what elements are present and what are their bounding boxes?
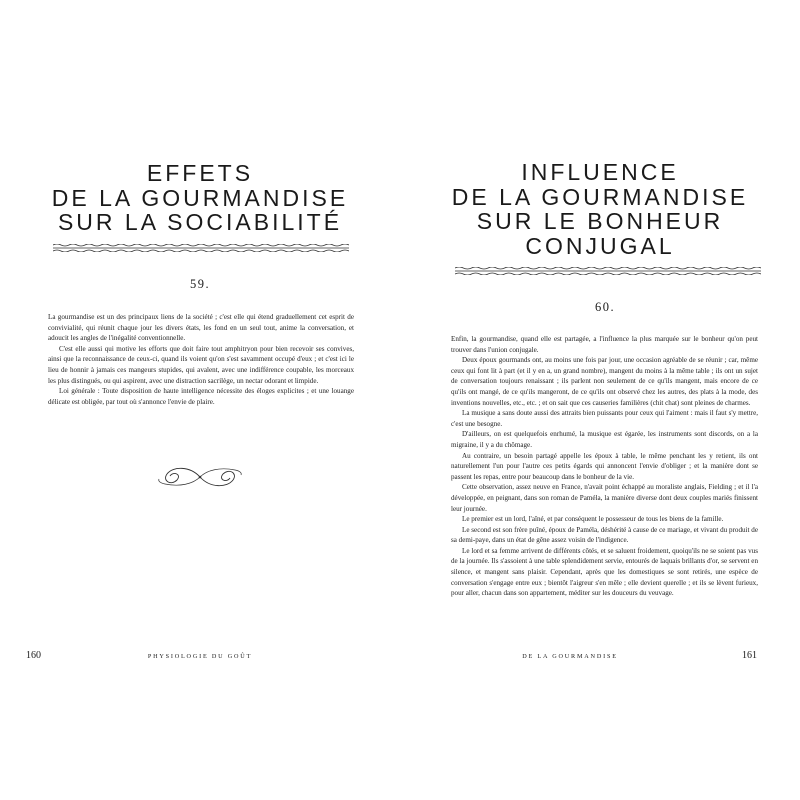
left-page-number: 160 [26, 650, 41, 661]
right-title-line-1: INFLUENCE [521, 159, 679, 185]
right-chapter-title [435, 160, 765, 258]
right-section-number: 60. [594, 300, 616, 314]
left-body-text [48, 312, 354, 407]
paragraph: Cette observation, assez neuve en France, n'avait point échappé au moraliste anglais, Fielding ; et il l'a développée, en peignant, dans son roman de Paméla, la manière diverse dont deux couples mariés finissent leur journée. [451, 483, 758, 513]
left-title-line-3: SUR LA SOCIABILITÉ [57, 209, 343, 235]
decorative-wave-rule [53, 244, 349, 252]
left-running-head: PHYSIOLOGIE DU GOÛT [147, 653, 253, 660]
paragraph: Deux époux gourmands ont, au moins une fois par jour, une occasion agréable de se réunir ; car, même ceux qui font lit à part (et il y en a, un grand nombre), mangent du moins à la même table ; ils ont un sujet de conversation toujours renaissant ; ils parlent non seulement de ce qu'ils mangent, mais encore de ce qu'ils ont mangé, de ce qu'ils mangeront, de ce qu'ils ont observé chez les autres, des plats à la mode, des inventions nouvelles, etc., etc. ; et on sait que ces causeries familières (chit chat) sont pleines de charmes. [451, 356, 758, 407]
right-title-line-4: CONJUGAL [525, 232, 675, 259]
paragraph: D'ailleurs, on est quelquefois enrhumé, la musique est égarée, les instruments sont discords, on a la migraine, il y a du chômage. [451, 430, 758, 449]
paragraph: La musique a sans doute aussi des attraits bien puissants pour ceux qui l'aiment : mais il faut s'y mettre, c'est une besogne. [451, 409, 758, 428]
paragraph: C'est elle aussi qui motive les efforts que doit faire tout amphitryon pour bien recevoir ses convives, ainsi que la reconnaissance de ceux-ci, quand ils voient qu'on s'est savamment occupé d'eux ; et c'est ici le lieu de honnir à jamais ces mangeurs stupides, qui avalent, avec une indifférence coupable, les morceaux les plus distingués, ou qui aspirent, avec une distraction sacrilège, un nectar odorant et limpide. [48, 344, 354, 385]
flourish-ornament [155, 462, 245, 492]
right-body-text [451, 334, 758, 599]
paragraph: Le second est son frère puîné, époux de Paméla, déshérité à cause de ce mariage, et vivant du produit de sa demi-paye, dans un état de gêne assez voisin de l'indigence. [451, 525, 758, 545]
left-title-line-2: DE LA GOURMANDISE [51, 184, 349, 211]
right-title-line-2: DE LA GOURMANDISE [451, 183, 749, 210]
paragraph: Le lord et sa femme arrivent de différents côtés, et se saluent froidement, quoiqu'ils ne se soient pas vus de la journée. Ils s'assoient à une table splendidement servie, entourés de laquais brillants d'or, se servent en silence, et mangent sans plaisir. Cependant, après que les domestiques se sont retirés, une espèce de conversation s'engage entre eux ; bientôt l'aigreur s'en mêle ; elle devient querelle ; et ils se lèvent furieux, pour aller, chacun dans son appartement, méditer sur les douceurs du veuvage. [451, 546, 758, 598]
left-chapter-title [40, 161, 360, 235]
right-running-head: DE LA GOURMANDISE [522, 653, 618, 660]
right-page [400, 0, 800, 800]
paragraph: Au contraire, un besoin partagé appelle les époux à table, le même penchant les y retient, ils ont naturellement l'un pour l'autre ces petits égards qui annoncent l'envie d'obliger ; et la manière dont se passent les repas, entre pour beaucoup dans le bonheur de la vie. [451, 451, 758, 481]
left-title-line-1: EFFETS [146, 160, 254, 186]
left-section-number: 59. [189, 277, 211, 291]
paragraph: Loi générale : Toute disposition de haute intelligence nécessite des éloges explicites ; et une louange délicate est obligée, par tout où s'annonce l'envie de plaire. [48, 387, 354, 406]
decorative-wave-rule [455, 267, 761, 275]
paragraph: Enfin, la gourmandise, quand elle est partagée, a l'influence la plus marquée sur le bonheur qu'on peut trouver dans l'union conjugale. [451, 335, 758, 354]
paragraph: Le premier est un lord, l'aîné, et par conséquent le possesseur de tous les biens de la famille. [462, 515, 724, 524]
right-page-number: 161 [742, 650, 757, 661]
paragraph: La gourmandise est un des principaux liens de la société ; c'est elle qui étend graduellement cet esprit de convivialité, qui réunit chaque jour les divers états, les fond en un seul tout, anime la conversation, et adoucit les angles de l'inégalité conventionnelle. [48, 313, 354, 343]
right-title-line-3: SUR LE BONHEUR [476, 208, 724, 234]
